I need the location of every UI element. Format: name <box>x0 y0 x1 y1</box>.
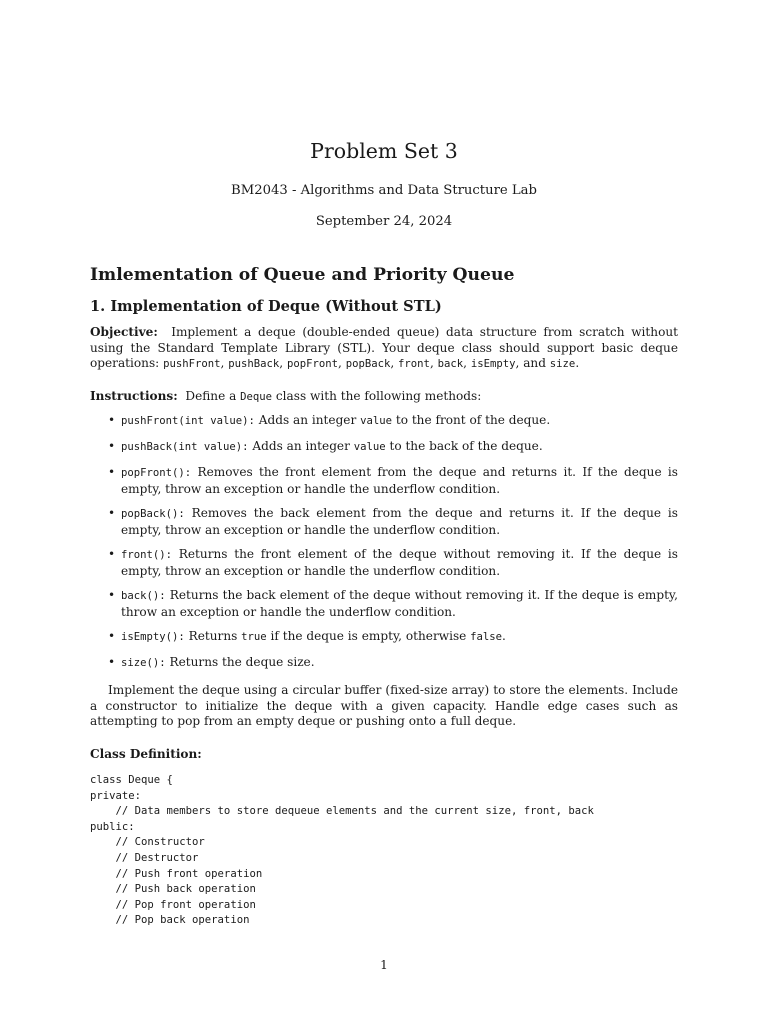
code-line: // Destructor <box>90 851 199 864</box>
instructions-text-end: class with the following methods: <box>272 389 482 403</box>
course-name: BM2043 - Algorithms and Data Structure Lab <box>231 183 537 198</box>
op-isempty: isEmpty <box>470 358 516 371</box>
op-pushback: pushBack <box>228 358 280 371</box>
class-definition-label: Class Definition: <box>90 747 202 761</box>
comma: , <box>390 356 399 371</box>
method-signature: popBack(): <box>121 508 185 520</box>
method-list-item <box>90 465 678 498</box>
bullet-icon: • <box>108 506 116 520</box>
method-signature: pushBack(int value): <box>121 441 249 453</box>
instructions-text: Define a <box>185 389 241 403</box>
method-signature: front(): <box>121 549 173 561</box>
method-list-item <box>90 588 678 621</box>
code-line: // Pop back operation <box>90 914 250 927</box>
bullet-icon: • <box>108 655 116 669</box>
method-list-item <box>90 629 678 646</box>
code-line: // Data members to store dequeue elements and the current size, front, back <box>90 805 594 818</box>
implementation-paragraph: Implement the deque using a circular buffer (fixed-size array) to store the elements. Include a constructor to initialize the deque with a given capacity. Handle edge cases such as attempting to pop from an empty deque or pushing onto a full deque. <box>90 683 678 729</box>
inline-code: value <box>353 441 386 453</box>
class-name: Deque <box>240 391 273 403</box>
method-description: if the deque is empty, otherwise <box>266 629 471 643</box>
bullet-icon: • <box>108 588 116 602</box>
method-description: Adds an integer <box>254 413 361 427</box>
method-signature: popFront(): <box>121 467 192 479</box>
objective-text: Implement a deque (double-ended queue) data structure from scratch without using the Standard Template Library (STL). Your deque class should support basic deque operations: <box>90 325 678 371</box>
bullet-icon: • <box>108 413 116 427</box>
period: . <box>575 356 580 371</box>
section-heading: Imlementation of Queue and Priority Queue <box>90 265 515 285</box>
op-popback: popBack <box>345 358 391 371</box>
code-line: // Push back operation <box>90 883 256 896</box>
method-list-item <box>90 413 678 430</box>
subsection-heading: 1. Implementation of Deque (Without STL) <box>90 298 442 315</box>
comma: , <box>337 356 346 371</box>
and-separator: , and <box>515 356 550 371</box>
method-description: . <box>502 629 506 643</box>
objective-label: Objective: <box>90 325 158 339</box>
instructions-paragraph <box>90 389 678 406</box>
method-list-item <box>90 506 678 539</box>
code-line: public: <box>90 820 135 833</box>
document-title: Problem Set 3 <box>310 139 458 163</box>
method-description: Removes the back element from the deque and returns it. If the deque is empty, throw an exception or handle the underflow condition. <box>121 506 678 537</box>
bullet-icon: • <box>108 439 116 453</box>
method-description: to the front of the deque. <box>391 413 551 427</box>
method-list-item <box>90 547 678 580</box>
bullet-icon: • <box>108 629 116 643</box>
method-list-item <box>90 439 678 456</box>
document-date: September 24, 2024 <box>315 214 453 229</box>
code-block <box>90 773 594 929</box>
comma: , <box>220 356 229 371</box>
method-description: Adds an integer <box>248 439 354 453</box>
code-line: // Pop front operation <box>90 898 256 911</box>
comma: , <box>463 356 471 371</box>
method-signature: size(): <box>121 657 166 669</box>
inline-code: value <box>360 415 392 427</box>
code-line: // Constructor <box>90 836 205 849</box>
code-line: // Push front operation <box>90 867 263 880</box>
op-popfront: popFront <box>286 358 338 371</box>
inline-code: true <box>241 631 267 643</box>
method-description: to the back of the deque. <box>385 439 543 453</box>
code-line: class Deque { <box>90 774 173 786</box>
method-signature: back(): <box>121 590 166 602</box>
bullet-icon: • <box>108 547 116 561</box>
op-front: front <box>398 358 430 371</box>
comma: , <box>429 356 438 371</box>
method-description: Removes the front element from the deque and returns it. If the deque is empty, throw an exception or handle the underflow condition. <box>121 465 678 496</box>
inline-code: false <box>470 631 503 643</box>
bullet-icon: • <box>108 465 116 479</box>
method-description: Returns the back element of the deque without removing it. If the deque is empty, throw an exception or handle the underflow condition. <box>121 588 678 619</box>
objective-paragraph <box>90 325 678 373</box>
page-number: 1 <box>380 958 388 972</box>
code-line: private: <box>90 789 142 802</box>
method-signature: isEmpty(): <box>121 631 185 643</box>
op-pushfront: pushFront <box>163 358 221 371</box>
op-back: back <box>437 358 464 371</box>
method-description: Returns <box>184 629 242 643</box>
op-size: size <box>549 358 576 371</box>
instructions-label: Instructions: <box>90 389 178 403</box>
method-description: Returns the front element of the deque without removing it. If the deque is empty, throw an exception or handle the underflow condition. <box>121 547 678 578</box>
method-description: Returns the deque size. <box>165 655 315 669</box>
method-signature: pushFront(int value): <box>121 415 255 427</box>
comma: , <box>279 356 287 371</box>
method-list-item <box>90 655 678 672</box>
